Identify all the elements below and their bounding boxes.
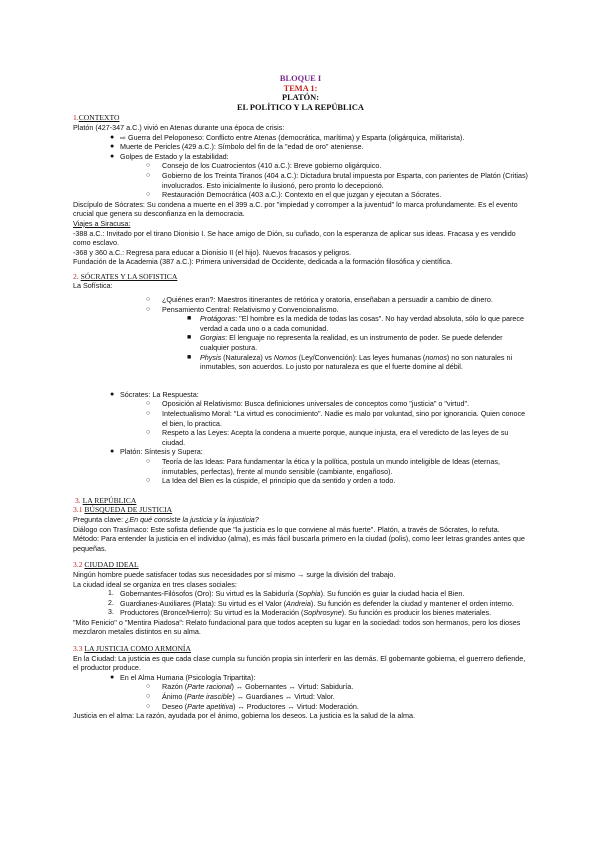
list-item: ○ Restauración Democrática (403 a.C.): Contexto en el que juzgan y ejecutan a Sócrates. <box>146 190 442 200</box>
list-item: ● Platón: Síntesis y Supera: <box>110 447 203 457</box>
division-paragraph: Ningún hombre puede satisfacer todas sus necesidades por sí mismo → surge la división del trabajo. <box>73 569 396 579</box>
bullet-icon: ● <box>110 673 115 681</box>
circle-icon: ○ <box>146 191 151 199</box>
circle-icon: ○ <box>146 683 151 691</box>
list-item: ● Golpes de Estado y la estabilidad: <box>110 151 229 161</box>
section-3-2-heading: 3.2 CIUDAD IDEAL <box>73 560 139 570</box>
section-2-heading: 2. SÓCRATES Y LA SOFISTICA <box>73 271 178 281</box>
circle-icon: ○ <box>146 400 151 408</box>
list-item: ○ Razón (Parte racional) ↔ Gobernantes ↔ Virtud: Sabiduría. <box>146 682 354 692</box>
circle-icon: ○ <box>146 429 151 437</box>
circle-icon: ○ <box>146 162 151 170</box>
sophistry-heading: La Sofística: <box>73 281 113 291</box>
list-item: ○ Deseo (Parte apetitiva) ↔ Productores ↔ Virtud: Moderación. <box>146 701 359 711</box>
circle-icon: ○ <box>146 457 151 465</box>
square-icon: ■ <box>187 353 192 361</box>
list-item: ● En el Alma Humana (Psicología Tripartita): <box>110 672 256 682</box>
academy-paragraph: Fundación de la Academia (387 a.C.): Primera universidad de Occidente, dedicada a la formación filosófica y científica. <box>73 257 453 267</box>
context-list <box>73 133 528 200</box>
circle-icon: ○ <box>146 702 151 710</box>
list-item: ■ Gorgias: El lenguaje no representa la realidad, es un instrumento de poder. Se puede defender cualquier postura. <box>187 333 503 353</box>
circle-icon: ○ <box>146 410 151 417</box>
list-item: ○ Teoría de las Ideas: Para fundamentar la ética y la política, postula un mundo inteligible de Ideas (eternas, inmutables, perfectas), frente al mundo sensible (cambiante, engañoso). <box>146 456 501 476</box>
list-item: ○ Ánimo (Parte irascible) ↔ Guardianes ↔ Virtud: Valor. <box>146 692 335 702</box>
list-item: ○ La Idea del Bien es la cúspide, el principio que da sentido y orden a todo. <box>146 476 396 486</box>
circle-icon: ○ <box>146 171 151 179</box>
list-item: 3. Productores (Bronce/Hierro): Su virtud es la Moderación (Sophrosyne). Su función es producir los bienes materiales. <box>108 608 492 618</box>
city-justice-paragraph: En la Ciudad: La justicia es que cada clase cumpla su función propia sin interferir en las demás. El gobernante gobierna, el guerrero defiende, el productor produce. <box>73 653 526 673</box>
classes-list <box>73 589 528 618</box>
method-paragraph: Método: Para entender la justicia en el individuo (alma), es más fácil buscarla primero en la ciudad (polis), como leer letras grandes antes que pequeñas. <box>73 534 525 553</box>
section-1-heading: 1.CONTEXTO <box>73 113 120 123</box>
travels-heading: Viajes a Siracusa: <box>73 218 131 228</box>
myth-paragraph: "Mito Fenicio" o "Mentira Piadosa": Relato fundacional para que todos acepten su lugar en la sociedad: todos son hermanos, pero los dioses mezclaron metales distintos en su alma. <box>73 617 521 637</box>
list-item: ○ Respeto a las Leyes: Acepta la condena a muerte porque, aunque injusta, era el veredicto de las leyes de su ciudad. <box>146 428 509 447</box>
list-item: 1. Gobernantes-Filósofos (Oro): Su virtud es la Sabiduría (Sophia). Su función es guiar la ciudad hacia el Bien. <box>108 589 465 599</box>
list-item: 2. Guardianes-Auxiliares (Plata): Su virtud es el Valor (Andreia). Su función es defender la ciudad y mantener el orden interno. <box>108 598 514 608</box>
bullet-icon: ● <box>110 152 115 160</box>
list-item: ● ⇨ Guerra del Peloponeso: Conflicto entre Atenas (democrática, marítima) y Esparta (oligárquica, militarista). <box>110 132 465 142</box>
soul-list <box>73 673 528 711</box>
square-icon: ■ <box>187 334 192 342</box>
list-item: ○ Consejo de los Cuatrocientos (410 a.C.): Breve gobierno oligárquico. <box>146 161 382 171</box>
section-3-3-heading: 3.3 LA JUSTICIA COMO ARMONÍA <box>73 644 191 654</box>
circle-icon: ○ <box>146 305 151 313</box>
list-item: ○ ¿Quiénes eran?: Maestros itinerantes de retórica y oratoria, enseñaban a persuadir a cambio de dinero. <box>146 295 493 305</box>
bloque-heading: BLOQUE I <box>279 74 322 83</box>
socrates-list <box>73 390 528 486</box>
travel-2: -368 y 360 a.C.: Regresa para educar a Dionisio II (el hijo). Nuevos fracasos y peligros. <box>73 247 352 257</box>
list-item: ● Sócrates: La Respuesta: <box>110 389 199 399</box>
list-item: ○ Gobierno de los Treinta Tiranos (404 a.C.): Dictadura brutal impuesta por Esparta, con parientes de Platón (Critias) involucrados. Esto inicialmente lo ilusionó, pero pronto lo decepcionó. <box>146 170 528 190</box>
classes-intro: La ciudad ideal se organiza en tres clases sociales: <box>73 579 237 589</box>
circle-icon: ○ <box>146 477 151 485</box>
bullet-icon: ● <box>110 390 115 398</box>
author-heading: PLATÓN: <box>281 93 320 103</box>
thrasymachus-paragraph: Diálogo con Trasímaco: Este sofista defiende que "la justicia es lo que conviene al más fuerte". Platón, a través de Sócrates, lo refuta. <box>73 524 500 534</box>
arrow-icon: ⇨ <box>120 132 127 142</box>
tema-heading: TEMA 1: <box>283 83 318 93</box>
list-item: ○ Intelectualismo Moral: "La virtud es conocimiento". Nadie es malo por voluntad, sino por ignorancia. Quien conoce el bien, lo practica. <box>146 409 526 428</box>
list-item: ■ Physis (Naturaleza) vs Nomos (Ley/Convención): Las leyes humanas (nomos) no son naturales ni inmutables, son acuerdos. Lo justo por naturaleza es que el fuerte domine al débil. <box>187 352 513 372</box>
list-item: ■ Protágoras: "El hombre es la medida de todas las cosas". No hay verdad absoluta, sólo lo que parece verdad a cada uno o a cada comunidad. <box>187 314 524 333</box>
bullet-icon: ● <box>110 143 115 151</box>
square-icon: ■ <box>187 315 192 323</box>
disciple-paragraph: Discípulo de Sócrates: Su condena a muerte en el 399 a.C. por "impiedad y corromper a la juventud" lo marca profundamente. Es el evento crucial que genera su desconfianza en la democracia. <box>73 199 518 219</box>
bullet-icon: ● <box>110 448 115 456</box>
sophistry-list <box>73 295 528 372</box>
travel-1: -388 a.C.: Invitado por el tirano Dionisio I. Se hace amigo de Dión, su cuñado, con la esperanza de aplicar sus ideas. Fracasa y es vendido como esclavo. <box>73 228 516 248</box>
circle-icon: ○ <box>146 693 151 701</box>
section-3-heading: 3. LA REPÚBLICA <box>75 495 137 505</box>
list-item: ● Muerte de Pericles (429 a.C.): Símbolo del fin de la "edad de oro" ateniense. <box>110 142 364 152</box>
list-item: ○ Pensamiento Central: Relativismo y Convencionalismo. <box>146 304 339 314</box>
document-page <box>73 74 528 721</box>
bullet-icon: ● <box>110 133 115 141</box>
title-heading: EL POLÍTICO Y LA REPÚBLICA <box>237 102 364 112</box>
soul-justice-paragraph: Justicia en el alma: La razón, ayudada por el ánimo, gobierna los deseos. La justicia es la salud de la alma. <box>73 711 416 721</box>
list-item: ○ Oposición al Relativismo: Busca definiciones universales de conceptos como "justicia" o "virtud". <box>146 399 470 409</box>
context-intro: Platón (427-347 a.C.) vivió en Atenas durante una época de crisis: <box>73 122 285 132</box>
key-question: Pregunta clave: ¿En qué consiste la justicia y la injusticia? <box>73 514 259 524</box>
circle-icon: ○ <box>146 296 151 304</box>
section-3-1-heading: 3.1 BÚSQUEDA DE JUSTICIA <box>73 505 173 515</box>
